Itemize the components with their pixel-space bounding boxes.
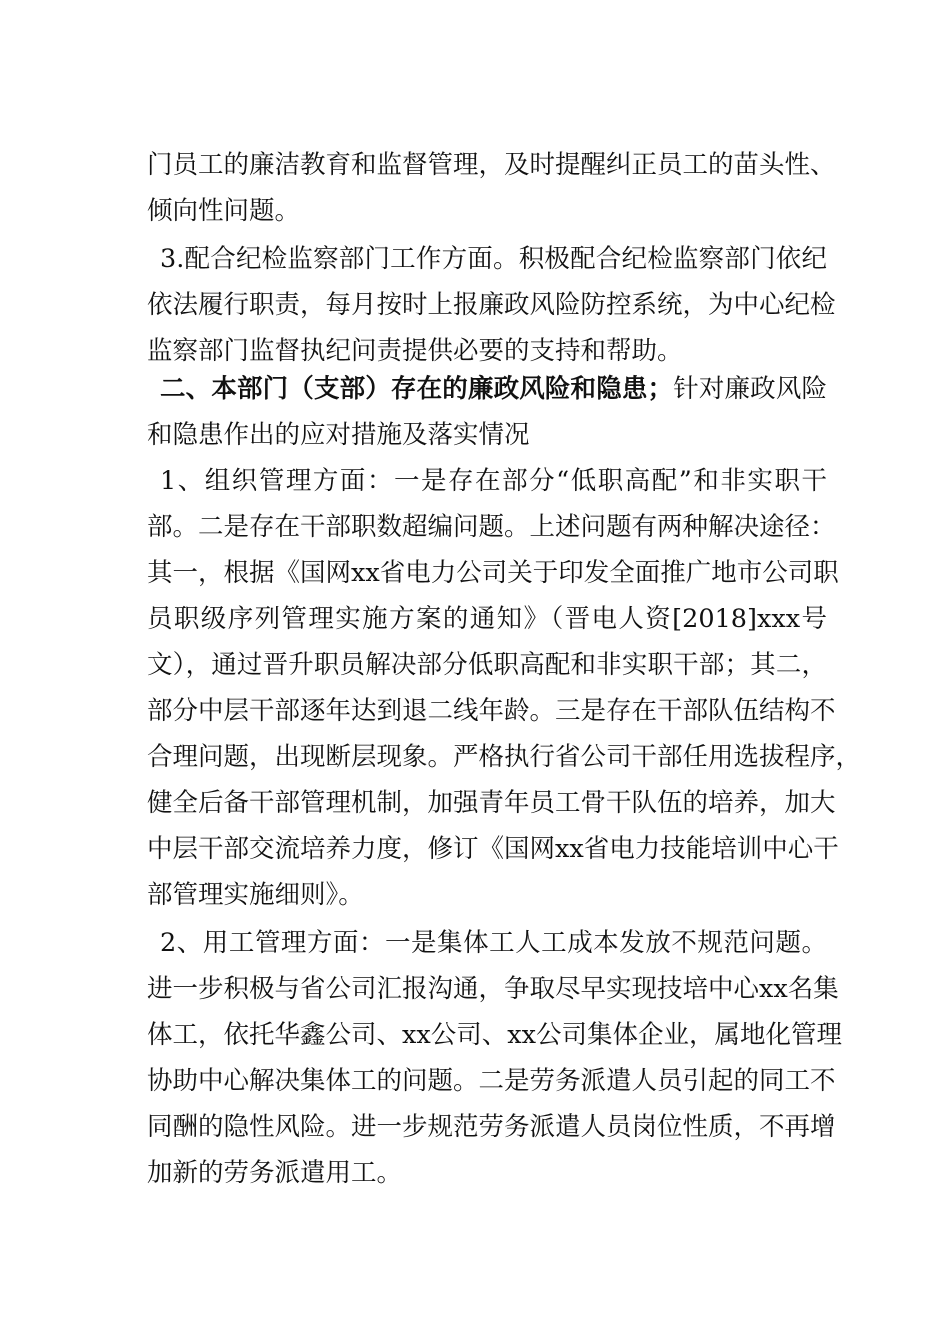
section-heading-line2: 和隐患作出的应对措施及落实情况 <box>147 420 530 450</box>
paragraph-2-line: 进一步积极与省公司汇报沟通，争取尽早实现技培中心xx名集 <box>147 974 839 1004</box>
paragraph-1-line: 合理问题，出现断层现象。严格执行省公司干部任用选拔程序， <box>147 742 862 772</box>
paragraph-1-line: 健全后备干部管理机制，加强青年员工骨干队伍的培养，加大 <box>147 788 836 818</box>
paragraph-1-line: 中层干部交流培养力度，修订《国网xx省电力技能培训中心干 <box>147 834 839 864</box>
section-heading-bold: 二、本部门（支部）存在的廉政风险和隐患； <box>160 374 674 404</box>
item-3-line: 3.配合纪检监察部门工作方面。积极配合纪检监察部门依纪 <box>160 244 827 274</box>
section-heading <box>160 372 827 406</box>
paragraph-2-line: 加新的劳务派遣用工。 <box>147 1158 403 1188</box>
paragraph-1-line: 员职级序列管理实施方案的通知》（晋电人资[2018]xxx号 <box>147 604 827 634</box>
paragraph-1-line: 其一，根据《国网xx省电力公司关于印发全面推广地市公司职 <box>147 558 839 588</box>
paragraph-2-line: 2、用工管理方面：一是集体工人工成本发放不规范问题。 <box>160 928 827 958</box>
paragraph-1-line: 部管理实施细则》。 <box>147 880 364 910</box>
paragraph-1-line: 1、组织管理方面：一是存在部分“低职高配”和非实职干 <box>160 466 827 496</box>
paragraph-2-line: 协助中心解决集体工的问题。二是劳务派遣人员引起的同工不 <box>147 1066 836 1096</box>
body-text-line: 门员工的廉洁教育和监督管理，及时提醒纠正员工的苗头性、 <box>147 150 836 180</box>
section-heading-rest: 针对廉政风险 <box>673 374 827 404</box>
body-text-line: 倾向性问题。 <box>147 196 301 226</box>
paragraph-1-line: 部。二是存在干部职数超编问题。上述问题有两种解决途径： <box>147 512 836 542</box>
paragraph-2-line: 同酬的隐性风险。进一步规范劳务派遣人员岗位性质，不再增 <box>147 1112 836 1142</box>
item-3-line: 依法履行职责，每月按时上报廉政风险防控系统，为中心纪检 <box>147 290 836 320</box>
item-3-line: 监察部门监督执纪问责提供必要的支持和帮助。 <box>147 336 683 366</box>
paragraph-1-line: 文），通过晋升职员解决部分低职高配和非实职干部；其二， <box>147 650 827 680</box>
paragraph-2-line: 体工，依托华鑫公司、xx公司、xx公司集体企业，属地化管理 <box>147 1020 843 1050</box>
paragraph-1-line: 部分中层干部逐年达到退二线年龄。三是存在干部队伍结构不 <box>147 696 836 726</box>
